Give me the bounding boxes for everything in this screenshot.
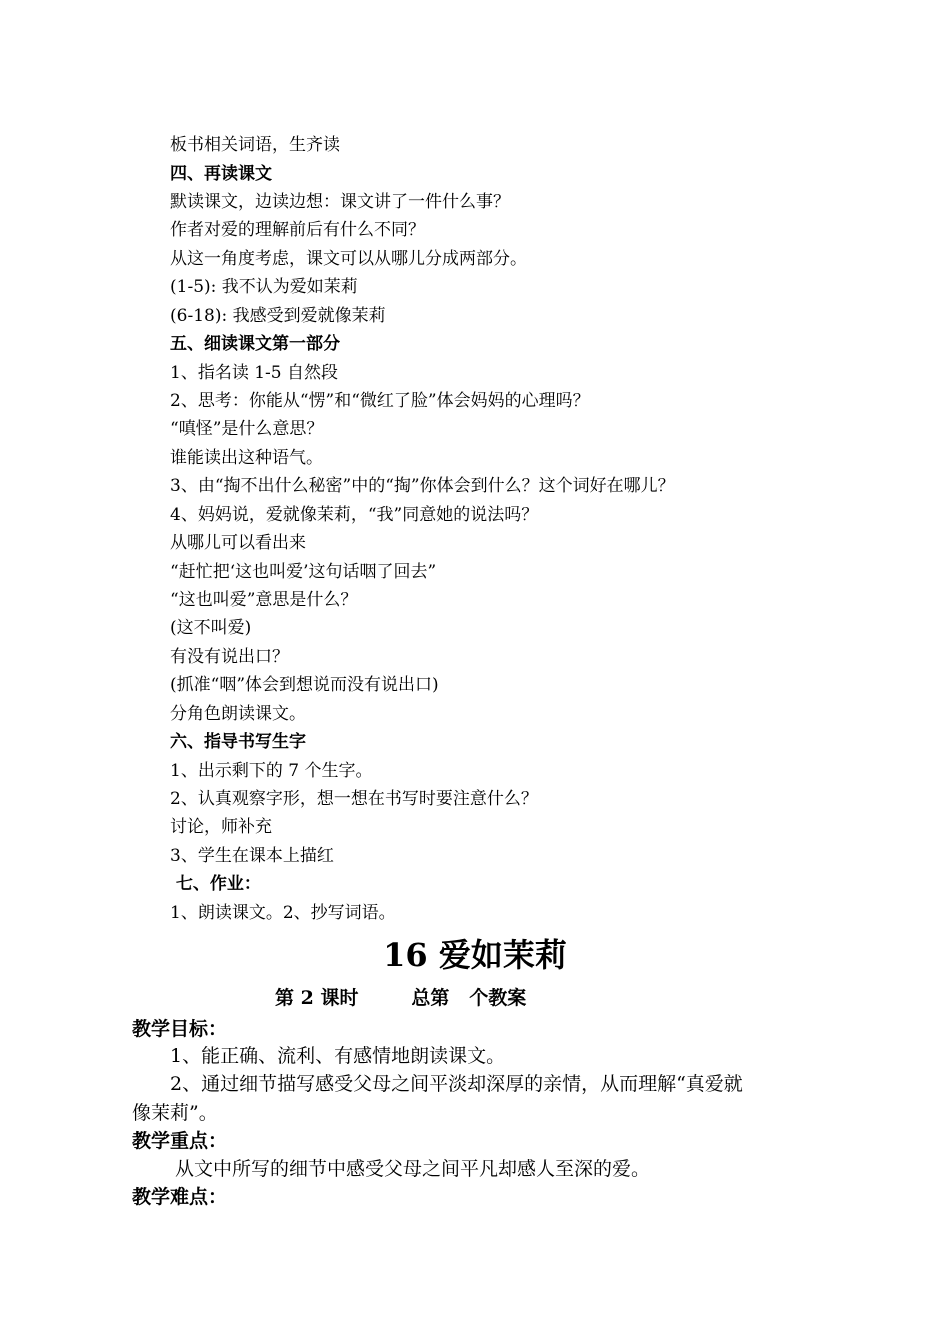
text-line: 分角色朗读课文。 xyxy=(170,704,306,724)
text-line: 2、认真观察字形，想一想在书写时要注意什么？ xyxy=(170,789,538,809)
text-line: 4、妈妈说，爱就像茉莉，“我”同意她的说法吗？ xyxy=(170,505,539,525)
key-point-line: 从文中所写的细节中感受父母之间平凡却感人至深的爱。 xyxy=(175,1158,651,1180)
text-line: 板书相关词语，生齐读 xyxy=(170,135,340,155)
text-line: 1、朗读课文。2、抄写词语。 xyxy=(170,903,396,923)
text-line: (抓准“咽”体会到想说而没有说出口) xyxy=(170,675,439,695)
section-heading: 六、指导书写生字 xyxy=(170,732,306,752)
goal-line: 2、通过细节描写感受父母之间平淡却深厚的亲情，从而理解“真爱就 xyxy=(170,1073,743,1095)
goals-heading: 教学目标： xyxy=(132,1018,228,1040)
text-line: “嗔怪”是什么意思？ xyxy=(170,419,324,439)
text-line: 1、指名读 1-5 自然段 xyxy=(170,363,338,383)
text-line: 谁能读出这种语气。 xyxy=(170,448,323,468)
text-line: 从这一角度考虑，课文可以从哪儿分成两部分。 xyxy=(170,249,527,269)
text-line: “赶忙把‘这也叫爱’这句话咽了回去” xyxy=(170,562,437,582)
text-line: 3、学生在课本上描红 xyxy=(170,846,334,866)
key-points-heading: 教学重点： xyxy=(132,1130,228,1152)
text-line: 3、由“掏不出什么秘密”中的“掏”你体会到什么？这个词好在哪儿？ xyxy=(170,476,675,496)
text-line: 作者对爱的理解前后有什么不同？ xyxy=(170,220,425,240)
text-line: 2、思考：你能从“愣”和“微红了脸”体会妈妈的心理吗？ xyxy=(170,391,590,411)
goal-line: 1、能正确、流利、有感情地朗读课文。 xyxy=(170,1045,506,1067)
section-heading: 七、作业： xyxy=(170,874,261,894)
text-line: 有没有说出口？ xyxy=(170,647,289,667)
text-line: “这也叫爱”意思是什么？ xyxy=(170,590,358,610)
text-line: (1-5): 我不认为爱如茉莉 xyxy=(170,277,358,297)
text-line: 默读课文，边读边想：课文讲了一件什么事？ xyxy=(170,192,510,212)
text-line: 1、出示剩下的 7 个生字。 xyxy=(170,761,373,781)
text-line: 从哪儿可以看出来 xyxy=(170,533,306,553)
section-heading: 五、细读课文第一部分 xyxy=(170,334,340,354)
text-line: (6-18): 我感受到爱就像茉莉 xyxy=(170,306,386,326)
text-line: (这不叫爱) xyxy=(170,618,252,638)
goal-line: 像茉莉”。 xyxy=(132,1102,218,1124)
section-heading: 四、再读课文 xyxy=(170,164,272,184)
text-line: 讨论，师补充 xyxy=(170,817,272,837)
lesson-subtitle: 第 2 课时 总第 个教案 xyxy=(275,987,527,1009)
lesson-title: 16 爱如茉莉 xyxy=(383,936,567,974)
difficulty-heading: 教学难点： xyxy=(132,1186,228,1208)
